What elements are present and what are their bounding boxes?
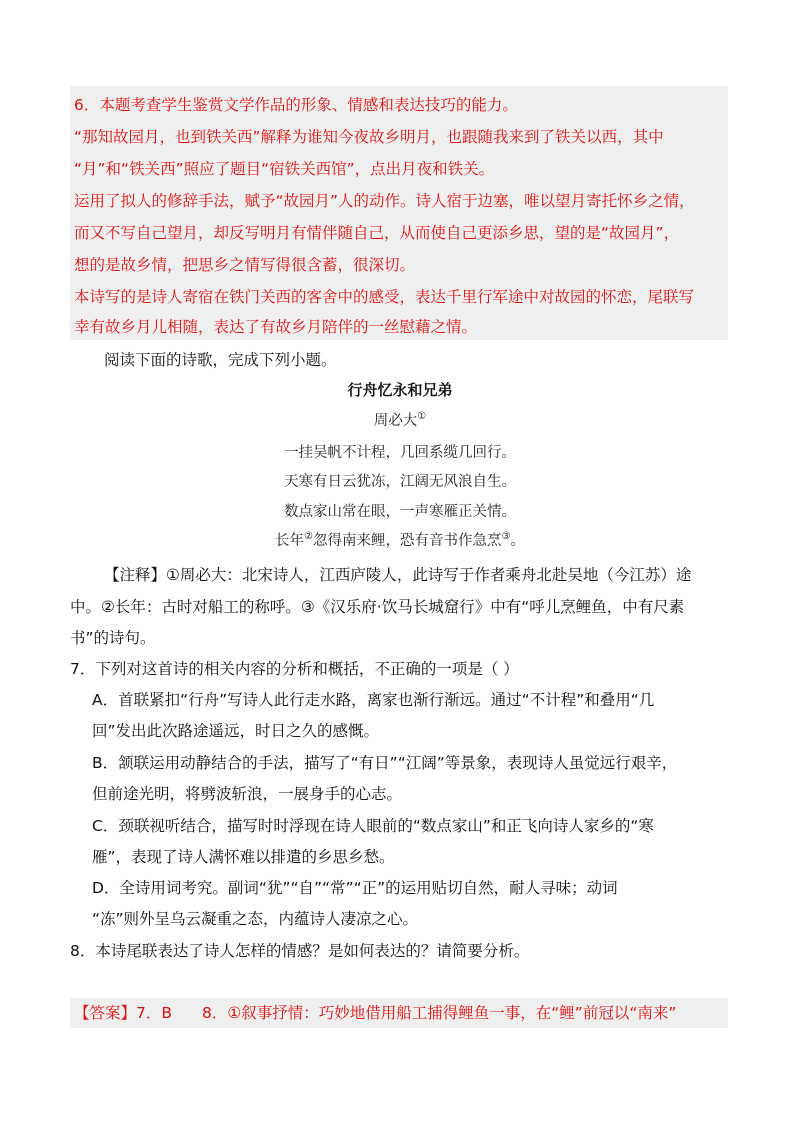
answer-line bbox=[74, 1002, 676, 1024]
footnote-mark: ① bbox=[417, 411, 427, 423]
explanation-line: 而又不写自己望月，却反写明月有情伴随自己，从而使自己更添乡思，望的是“故园月”， bbox=[74, 224, 680, 242]
explanation-line: 想的是故乡情，把思乡之情写得很含蓄，很深切。 bbox=[74, 256, 416, 274]
option-c-line2: 雁”，表现了诗人满怀难以排遣的乡思乡愁。 bbox=[92, 848, 395, 866]
poem-author: 周必大① bbox=[373, 411, 427, 429]
option-a-line2: 回”发出此次路途遥远，时日之久的感慨。 bbox=[92, 722, 380, 740]
poem-line: 数点家山常在眼，一声寒雁正关情。 bbox=[284, 504, 516, 520]
option-a-line1: A．首联紧扣“行舟”写诗人此行走水路，离家也渐行渐远。通过“不计程”和叠用“几 bbox=[92, 691, 655, 709]
answer-8: 8．①叙事抒情：巧妙地借用船工捕得鲤鱼一事，在“鲤”前冠以“南来” bbox=[202, 1004, 677, 1022]
instruction-text: 阅读下面的诗歌，完成下列小题。 bbox=[104, 351, 337, 369]
notes-line: 【注释】①周必大：北宋诗人，江西庐陵人，此诗写于作者乘舟北赴吴地（今江苏）途 bbox=[104, 566, 692, 584]
explanation-line: 本诗写的是诗人寄宿在铁门关西的客舍中的感受，表达千里行军途中对故园的怀恋，尾联写 bbox=[74, 288, 695, 306]
notes-line: 书”的诗句。 bbox=[70, 629, 156, 647]
poem-line: 一挂吴帆不计程，几回系缆几回行。 bbox=[284, 445, 516, 461]
option-d-line2: “冻”则外呈乌云凝重之态，内蕴诗人凄凉之心。 bbox=[92, 910, 419, 928]
explanation-line: 运用了拟人的修辞手法，赋予“故园月”人的动作。诗人宿于边塞，唯以望月寄托怀乡之情， bbox=[74, 192, 695, 210]
question-7-stem: 7．下列对这首诗的相关内容的分析和概括，不正确的一项是（ ） bbox=[70, 660, 519, 678]
explanation-line: 6．本题考查学生鉴赏文学作品的形象、情感和表达技巧的能力。 bbox=[74, 96, 518, 114]
poem-line: 天寒有日云犹冻，江阔无风浪自生。 bbox=[284, 474, 516, 490]
explanation-line: “那知故园月，也到铁关西”解释为谁知今夜故乡明月，也跟随我来到了铁关以西，其中 bbox=[74, 128, 664, 146]
option-d-line1: D．全诗用词考究。副词“犹”“自”“常”“正”的运用贴切自然，耐人寻味；动词 bbox=[92, 879, 618, 897]
poem-line-last: 长年②忽得南来鲤，恐有音书作急烹③。 bbox=[275, 531, 525, 549]
footnote-mark: ② bbox=[304, 531, 313, 543]
notes-line: 中。②长年：古时对船工的称呼。③《汉乐府·饮马长城窟行》中有“呼儿烹鲤鱼，中有尺素 bbox=[70, 598, 685, 616]
option-b-line2: 但前途光明，将劈波斩浪，一展身手的心志。 bbox=[92, 785, 403, 803]
option-c-line1: C．颈联视听结合，描写时时浮现在诗人眼前的“数点家山”和正飞向诗人家乡的“寒 bbox=[92, 817, 654, 835]
question-8-stem: 8．本诗尾联表达了诗人怎样的情感？是如何表达的？请简要分析。 bbox=[70, 942, 530, 960]
answer-label: 【答案】 bbox=[74, 1004, 137, 1022]
explanation-line: 幸有故乡月儿相随，表达了有故乡月陪伴的一丝慰藉之情。 bbox=[74, 318, 478, 336]
answer-7: 7．B bbox=[136, 1004, 173, 1022]
explanation-line: “月”和“铁关西”照应了题目“宿铁关西馆”，点出月夜和铁关。 bbox=[74, 160, 495, 178]
poem-title: 行舟忆永和兄弟 bbox=[347, 381, 453, 399]
footnote-mark: ③ bbox=[501, 531, 511, 543]
option-b-line1: B．颔联运用动静结合的手法，描写了“有日”“江阔”等景象，表现诗人虽觉远行艰辛， bbox=[92, 754, 678, 772]
